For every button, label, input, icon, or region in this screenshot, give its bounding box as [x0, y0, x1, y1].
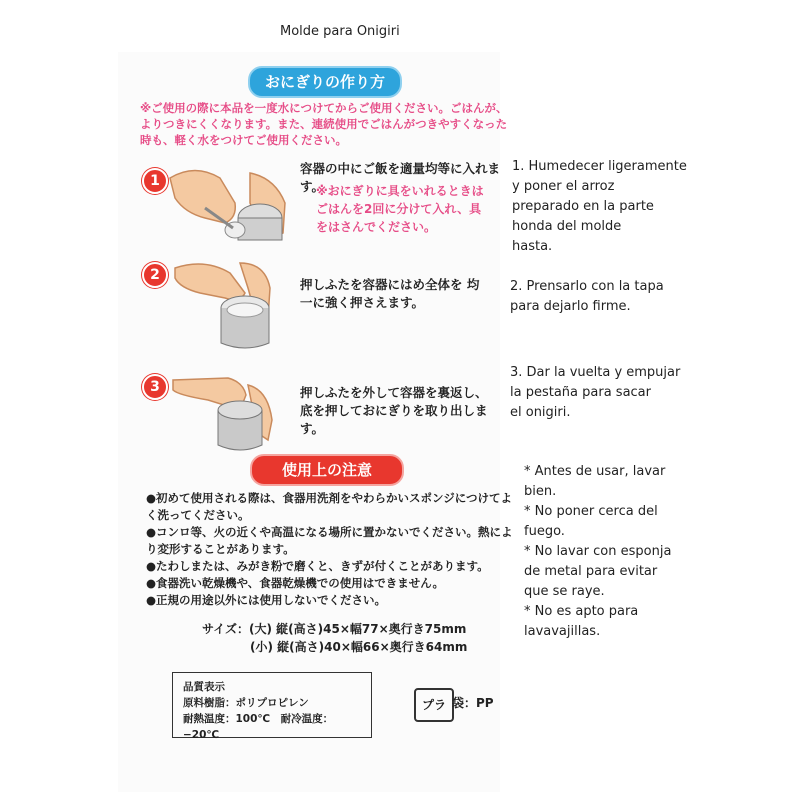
- size-large: サイズ：(大) 縦(高さ)45×幅77×奥行き75mm: [202, 622, 467, 636]
- step-2-es-line: para dejarlo firme.: [510, 299, 631, 314]
- caution-item: ●たわしまたは、みがき粉で磨くと、きずが付くことがあります。: [146, 559, 489, 573]
- step-2-number: 2: [142, 262, 168, 288]
- step-3-jp-main: 押しふたを外して容器を裏返し、 底を押しておにぎりを取り出します。: [300, 385, 488, 436]
- note-line: * No lavar con esponja: [524, 544, 672, 559]
- step-1-jp-main: 容器の中にご飯を適量均等に入れます。: [300, 161, 501, 194]
- step-2-es-text: [510, 277, 664, 317]
- caution-item: ●食器洗い乾燥機や、食器乾燥機での使用はできません。: [146, 576, 444, 590]
- note-line: fuego.: [524, 524, 565, 539]
- note-line: * No es apto para: [524, 604, 639, 619]
- quality-heading: 品質表示: [183, 681, 225, 693]
- hand-press-lid-icon: [170, 258, 300, 358]
- size-info: [202, 620, 467, 656]
- spanish-notes: [524, 462, 704, 642]
- caution-item: ●コンロ等、火の近くや高温になる場所に置かないでください。熱により変形することがあります。: [146, 525, 513, 556]
- step-2-jp-main: 押しふたを容器にはめ全体を 均一に強く押さえます。: [300, 277, 480, 310]
- note-line: * No poner cerca del: [524, 504, 658, 519]
- note-line: * Antes de usar, lavar: [524, 464, 666, 479]
- step-1-es-line: honda del molde: [512, 219, 622, 234]
- step-3-number: 3: [142, 374, 168, 400]
- step-1-es-line: preparado en la parte: [512, 199, 654, 214]
- step-1-number: 1: [142, 168, 168, 194]
- caution-item: ●初めて使用される際は、食器用洗剤をやわらかいスポンジにつけてよく洗ってください。: [146, 491, 513, 522]
- how-to-header: おにぎりの作り方: [248, 66, 402, 98]
- step-3-es-line: la pestaña para sacar: [510, 385, 651, 400]
- quality-label-box: [172, 672, 372, 741]
- step-3-es-line: 3. Dar la vuelta y empujar: [510, 365, 681, 380]
- recycle-label: 袋：PP: [452, 696, 494, 710]
- caution-list: [146, 490, 516, 609]
- note-line: lavavajillas.: [524, 624, 601, 639]
- caution-header: 使用上の注意: [250, 454, 404, 486]
- step-1-es-line: hasta.: [512, 239, 553, 254]
- step-2-es-line: 2. Prensarlo con la tapa: [510, 279, 664, 294]
- step-1-es-line: y poner el arroz: [512, 179, 615, 194]
- step-1-es-line: 1. Humedecer ligeramente: [512, 159, 687, 174]
- note-line: de metal para evitar: [524, 564, 658, 579]
- jp-usage-note: ※ご使用の際に本品を一度水につけてからご使用ください。ごはんが、よりつきにくくなります。また、連続使用でごはんがつきやすくなった時も、軽く水をつけてご使用ください。: [140, 101, 508, 147]
- quality-material: 原料樹脂：ポリプロピレン: [183, 697, 309, 709]
- step-1-jp-sub: ※おにぎりに具をいれるときは ごはんを2回に分けて入れ、具をはさんでください。: [316, 184, 484, 234]
- hand-scoop-rice-icon: [165, 158, 295, 258]
- quality-temps: 耐熱温度：100℃ 耐冷温度：−20℃: [183, 713, 334, 741]
- size-small: (小) 縦(高さ)40×幅66×奥行き64mm: [250, 640, 468, 654]
- step-3-es-line: el onigiri.: [510, 405, 571, 420]
- caution-item: ●正規の用途以外には使用しないでください。: [146, 593, 387, 607]
- page-title: Molde para Onigiri: [280, 24, 400, 39]
- step-1-es-text: [512, 157, 687, 257]
- recycle-pla-icon: プラ: [414, 688, 454, 722]
- note-line: bien.: [524, 484, 557, 499]
- step-3-es-text: [510, 363, 680, 423]
- note-line: que se raye.: [524, 584, 605, 599]
